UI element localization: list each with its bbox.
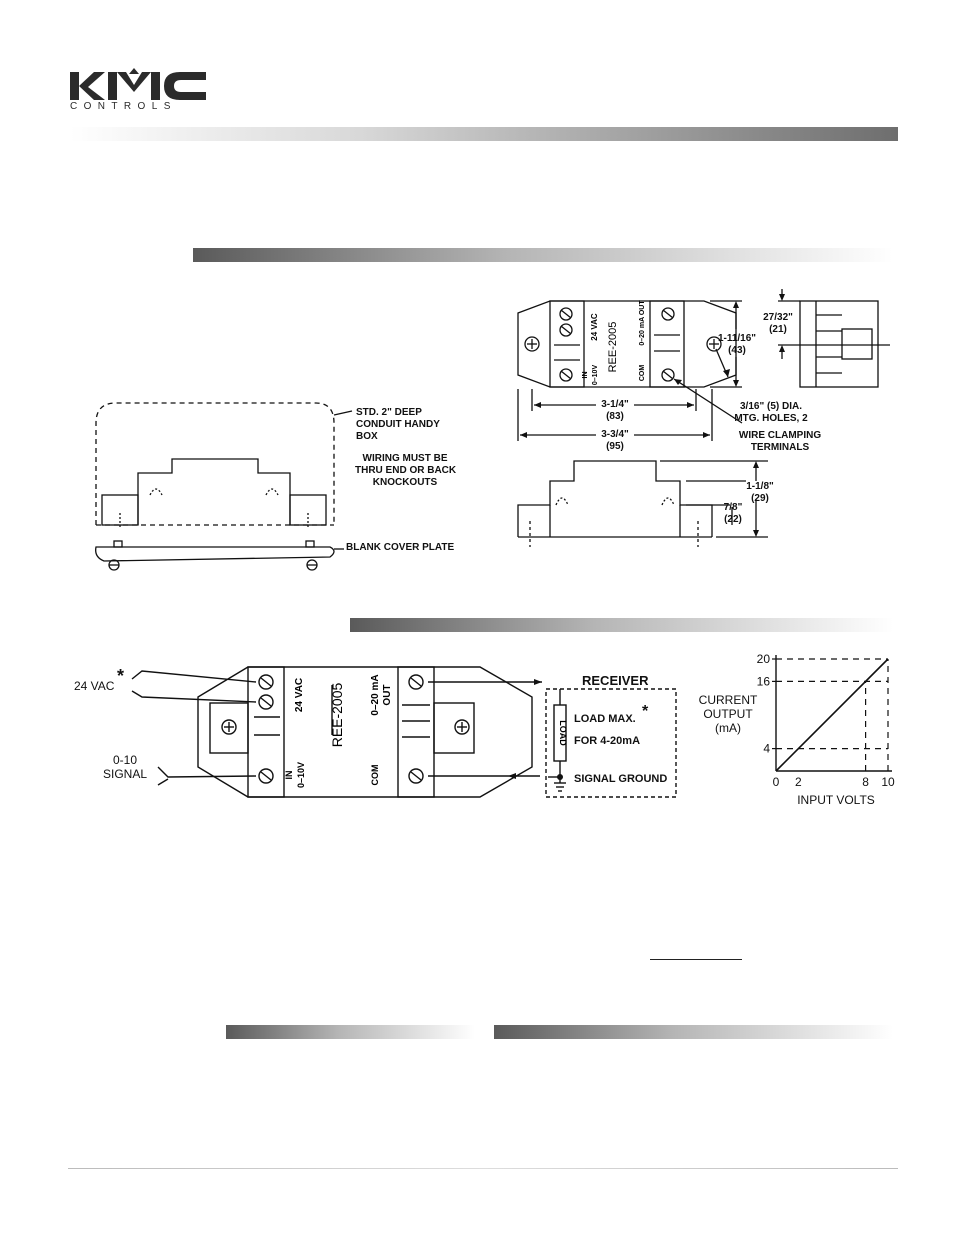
section-rule-2 xyxy=(350,618,893,632)
cover-plate-label: BLANK COVER PLATE xyxy=(346,542,455,553)
chart-ylabel-1: CURRENT xyxy=(698,693,758,707)
wiring-load-text: LOAD xyxy=(558,720,568,746)
wiring-t-out2: OUT xyxy=(382,684,393,706)
dim-side-mm: (21) xyxy=(769,324,787,335)
dim-holes-2: MTG. HOLES, 2 xyxy=(734,413,808,424)
header-rule xyxy=(70,127,898,141)
dimension-diagram xyxy=(510,285,902,550)
chart-x-tick-2: 8 xyxy=(862,775,869,789)
dim-front-h1-mm: (29) xyxy=(751,493,769,504)
chart-x-tick-1: 2 xyxy=(795,775,802,789)
dim-terminal-in: IN xyxy=(582,371,589,379)
footer-rule xyxy=(68,1168,898,1169)
dimension-drawing xyxy=(510,285,902,550)
dim-holes-1: 3/16" (5) DIA. xyxy=(740,401,802,412)
output-chart xyxy=(690,645,910,815)
section-rule-3 xyxy=(226,1025,475,1039)
kmc-logo xyxy=(68,68,210,114)
wiring-diagram xyxy=(70,655,690,815)
dim-device-model: REE-2005 xyxy=(607,321,619,373)
dim-width1-in: 3-1/4" xyxy=(601,399,629,410)
kmc-logo-subtitle: CONTROLS xyxy=(70,101,177,112)
chart-ylabel-2: OUTPUT xyxy=(703,707,753,721)
load-range-label: FOR 4-20mA xyxy=(574,735,641,747)
dim-height-in: 1-11/16" xyxy=(717,333,757,344)
dim-terminals-2: TERMINALS xyxy=(750,442,810,453)
wiring-device-model: REE-2005 xyxy=(329,682,345,748)
signal-label-1: 0-10 xyxy=(112,753,138,767)
chart-series-line-0 xyxy=(776,659,888,771)
wiring-t-24vac: 24 VAC xyxy=(294,677,305,713)
dim-front-h2-in: 7/8" xyxy=(723,502,743,513)
conduit-box-label-1: STD. 2" DEEP xyxy=(356,407,422,418)
section-rule-4 xyxy=(494,1025,893,1039)
dim-width1-mm: (83) xyxy=(606,411,624,422)
conduit-box-label-2: CONDUIT HANDY xyxy=(356,419,440,430)
chart-y-tick-0: 4 xyxy=(763,741,770,756)
supply-asterisk: * xyxy=(117,666,125,686)
wiring-t-in-range: 0–10V xyxy=(296,761,306,789)
wiring-note-3: KNOCKOUTS xyxy=(372,477,438,488)
dim-front-h1-in: 1-1/8" xyxy=(746,481,774,492)
chart-y-tick-2: 20 xyxy=(756,652,770,666)
mounting-diagram xyxy=(90,395,470,585)
wiring-t-in: IN xyxy=(284,770,294,780)
dim-terminal-out: 0–20 mA OUT xyxy=(639,300,646,346)
dim-side-in: 27/32" xyxy=(763,312,793,323)
wiring-note-1: WIRING MUST BE xyxy=(362,453,448,464)
underline-mark xyxy=(650,959,742,960)
supply-24vac-label: 24 VAC xyxy=(74,679,115,693)
conduit-box-label-3: BOX xyxy=(356,431,378,442)
dim-terminal-com: COM xyxy=(639,364,646,382)
signal-ground-label: SIGNAL GROUND xyxy=(574,773,668,785)
chart-y-tick-1: 16 xyxy=(756,674,770,689)
signal-label-2: SIGNAL xyxy=(102,767,147,781)
chart-x-tick-0: 0 xyxy=(772,775,780,789)
wiring-t-com: COM xyxy=(370,764,380,786)
dim-height-mm: (43) xyxy=(728,345,746,356)
chart-x-tick-3: 10 xyxy=(881,775,895,789)
dim-width2-in: 3-3/4" xyxy=(601,429,629,440)
wiring-t-out: 0–20 mA xyxy=(370,674,381,716)
wiring-note-2: THRU END OR BACK xyxy=(355,465,457,476)
load-asterisk: * xyxy=(642,703,649,720)
chart-ylabel-3: (mA) xyxy=(715,721,741,735)
section-rule-1 xyxy=(193,248,893,262)
chart-xlabel: INPUT VOLTS xyxy=(797,793,875,807)
load-max-label: LOAD MAX. xyxy=(574,713,636,725)
dim-terminals-1: WIRE CLAMPING xyxy=(738,430,822,441)
dim-terminal-24vac: 24 VAC xyxy=(590,313,599,341)
dim-front-h2-mm: (22) xyxy=(724,514,742,525)
receiver-title: RECEIVER xyxy=(582,673,649,688)
dim-width2-mm: (95) xyxy=(606,441,624,452)
dim-terminal-in-range: 0–10V xyxy=(592,364,599,386)
